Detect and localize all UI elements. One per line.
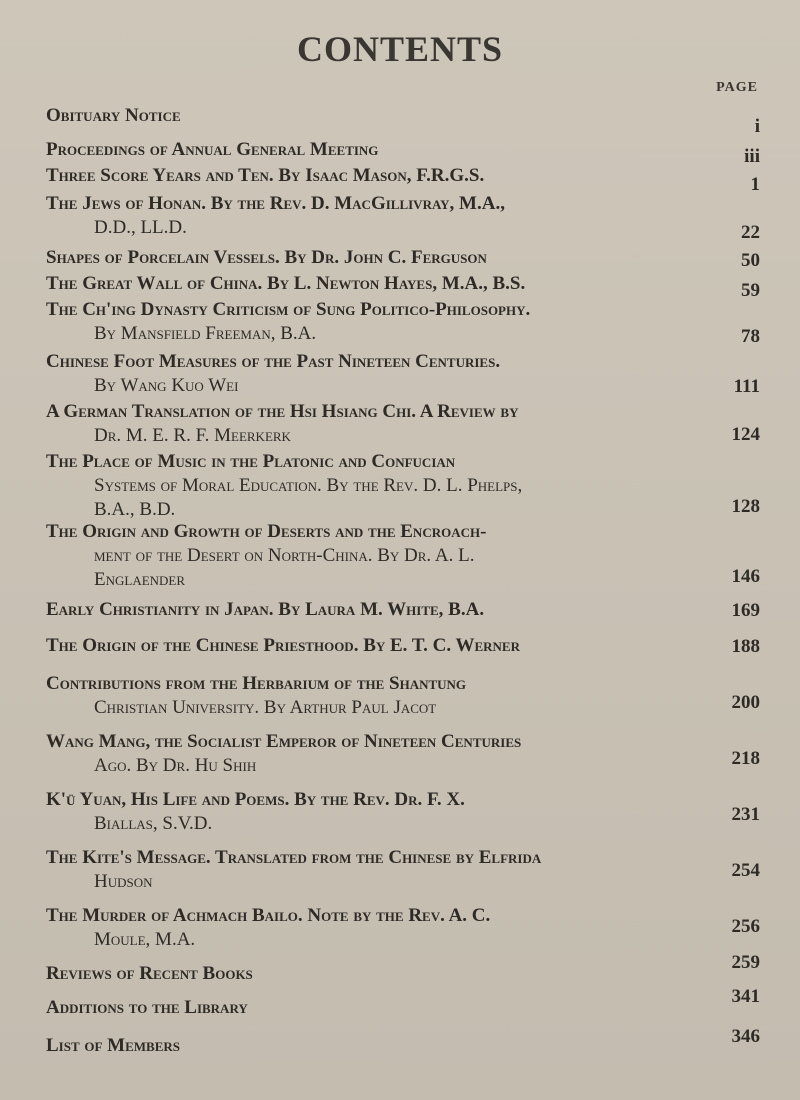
entry-line: By Mansfield Freeman, B.A. <box>94 323 317 344</box>
entry-page-number: 169 <box>731 600 760 621</box>
toc-entry <box>46 1034 700 1058</box>
entry-line: Biallas, S.V.D. <box>94 813 213 834</box>
entry-line: Early Christianity in Japan. By Laura M. White, B.A. <box>46 599 485 620</box>
toc-entry <box>46 272 700 296</box>
entry-page-number: 50 <box>741 250 760 271</box>
toc-entry <box>46 598 700 622</box>
entry-line: The Murder of Achmach Bailo. Note by the Rev. A. C. <box>46 905 491 926</box>
entry-page-number: 218 <box>731 748 760 769</box>
toc-entry <box>46 450 700 522</box>
entry-page-number: 59 <box>741 280 760 301</box>
entry-page-number: 1 <box>750 174 760 195</box>
entry-line: The Origin and Growth of Deserts and the Encroach- <box>46 521 487 542</box>
entry-line: Proceedings of Annual General Meeting <box>46 139 379 160</box>
entry-line: Chinese Foot Measures of the Past Nineteen Centuries. <box>46 351 501 372</box>
entry-line: Shapes of Porcelain Vessels. By Dr. John C. Ferguson <box>46 247 487 268</box>
entry-page-number: 78 <box>741 326 760 347</box>
toc-entry <box>46 962 700 986</box>
entry-line: Systems of Moral Education. By the Rev. D. L. Phelps, <box>94 475 523 496</box>
entry-line: A German Translation of the Hsi Hsiang Chi. A Review by <box>46 401 519 422</box>
entry-line: Englaender <box>94 569 186 590</box>
entry-line: The Origin of the Chinese Priesthood. By E. T. C. Werner <box>46 635 520 656</box>
entry-line: B.A., B.D. <box>94 499 176 520</box>
entry-line: The Kite's Message. Translated from the Chinese by Elfrida <box>46 847 542 868</box>
entry-page-number: 128 <box>731 496 760 517</box>
entry-line: The Great Wall of China. By L. Newton Hayes, M.A., B.S. <box>46 273 526 294</box>
entry-line: K'ü Yuan, His Life and Poems. By the Rev. Dr. F. X. <box>46 789 465 810</box>
entry-line: Moule, M.A. <box>94 929 196 950</box>
toc-entry <box>46 246 700 270</box>
entry-line: Wang Mang, the Socialist Emperor of Nineteen Centuries <box>46 731 522 752</box>
contents-title: CONTENTS <box>296 29 504 69</box>
entry-line: Three Score Years and Ten. By Isaac Mason, F.R.G.S. <box>46 165 485 186</box>
entry-page-number: 22 <box>741 222 760 243</box>
entry-page-number: iii <box>744 146 760 167</box>
toc-entry <box>46 634 700 658</box>
toc-entry <box>46 298 700 346</box>
toc-entry <box>46 996 700 1020</box>
entry-line: By Wang Kuo Wei <box>94 375 239 396</box>
entry-line: Christian University. By Arthur Paul Jacot <box>94 697 437 718</box>
entry-line: The Jews of Honan. By the Rev. D. MacGillivray, M.A., <box>46 193 505 214</box>
entry-line: List of Members <box>46 1035 181 1056</box>
toc-entry <box>46 104 700 128</box>
entry-line: Obituary Notice <box>46 105 181 126</box>
entry-line: Dr. M. E. R. F. Meerkerk <box>94 425 291 446</box>
toc-entry <box>46 788 700 836</box>
toc-entry <box>46 138 700 162</box>
toc-entry <box>46 672 700 720</box>
entry-page-number: 111 <box>733 376 760 397</box>
entry-page-number: 256 <box>731 916 760 937</box>
page-column-header: PAGE <box>716 80 758 95</box>
entry-page-number: 254 <box>731 860 760 881</box>
entry-line: Hudson <box>94 871 153 892</box>
toc-entry <box>46 400 700 448</box>
entry-page-number: 341 <box>731 986 760 1007</box>
entry-line: ment of the Desert on North-China. By Dr. A. L. <box>94 545 475 566</box>
entry-page-number: 259 <box>731 952 760 973</box>
toc-entry <box>46 192 700 240</box>
toc-entry <box>46 904 700 952</box>
entry-line: The Ch'ing Dynasty Criticism of Sung Politico-Philosophy. <box>46 299 531 320</box>
toc-entry <box>46 730 700 778</box>
entry-line: The Place of Music in the Platonic and Confucian <box>46 451 456 472</box>
entry-line: Contributions from the Herbarium of the Shantung <box>46 673 467 694</box>
entry-page-number: 124 <box>731 424 760 445</box>
toc-entry <box>46 520 700 592</box>
entry-page-number: 231 <box>731 804 760 825</box>
entry-page-number: 200 <box>731 692 760 713</box>
entry-line: Additions to the Library <box>46 997 248 1018</box>
entry-page-number: 346 <box>731 1026 760 1047</box>
entry-page-number: 146 <box>731 566 760 587</box>
entry-page-number: i <box>754 116 760 137</box>
toc-entry <box>46 164 700 188</box>
entry-line: D.D., LL.D. <box>94 217 187 238</box>
toc-entry <box>46 846 700 894</box>
entry-line: Ago. By Dr. Hu Shih <box>94 755 257 776</box>
entry-line: Reviews of Recent Books <box>46 963 253 984</box>
toc-entry <box>46 350 700 398</box>
entry-page-number: 188 <box>731 636 760 657</box>
